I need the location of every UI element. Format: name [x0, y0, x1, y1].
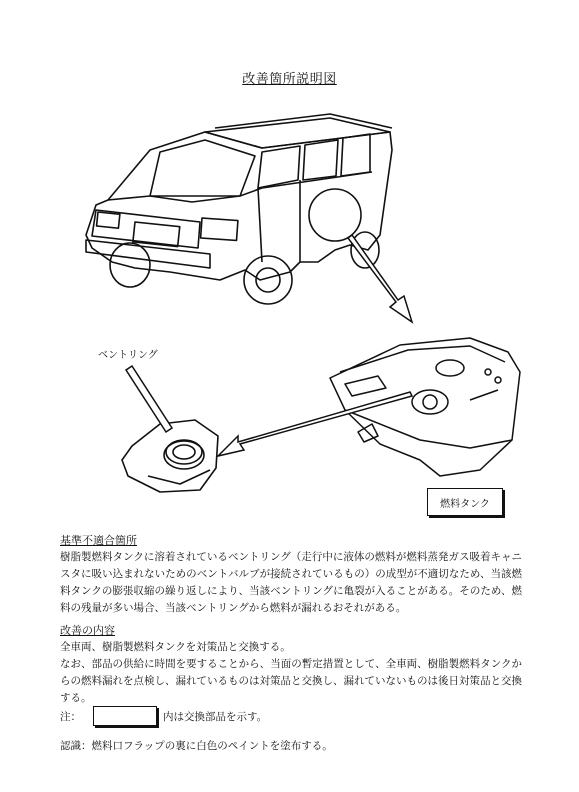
nonconformity-heading: 基準不適合箇所	[60, 534, 137, 547]
improvement-heading: 改善の内容	[60, 624, 115, 637]
recognition-text: 認識：燃料口フラップの裏に白色のペイントを塗布する。	[60, 740, 333, 752]
vent-ring-pointer	[126, 366, 172, 432]
vent-ring-detail	[122, 420, 218, 492]
note-prefix: 注：	[60, 710, 81, 723]
fuel-tank-label: 燃料タンク	[427, 488, 503, 516]
note-suffix: 内は交換部品を示す。	[163, 710, 268, 723]
note-row	[60, 706, 267, 726]
nonconformity-body: 樹脂製燃料タンクに溶着されているベントリング（走行中に液体の燃料が燃料蒸発ガス吸着キャニスタに吸い込まれないためのベントバルブが接続されているもの）の成型が不適切なため、当該燃料タンクの膨張収縮の繰り返しにより、当該ベントリングに亀裂が入ることがある。そのため、燃料の残量が多い場合、当該ベントリングから燃料が漏れるおそれがある。	[60, 551, 522, 614]
improvement-body: なお、部品の供給に時間を要することから、当面の暫定措置として、全車両、樹脂製燃料タンクからの燃料漏れを点検し、漏れているものは対策品と交換し、漏れていないものは後日対策品と交換する。	[60, 658, 522, 704]
vent-ring-label: ベントリング	[98, 350, 158, 361]
vehicle-illustration	[86, 114, 392, 304]
arrow-tank-to-detail	[218, 392, 412, 456]
improvement-line-1: 全車両、樹脂製燃料タンクを対策品と交換する。	[60, 641, 291, 653]
note-legend-box	[93, 706, 157, 726]
arrow-vehicle-to-tank	[348, 235, 412, 322]
page-title: 改善箇所説明図	[242, 72, 337, 87]
